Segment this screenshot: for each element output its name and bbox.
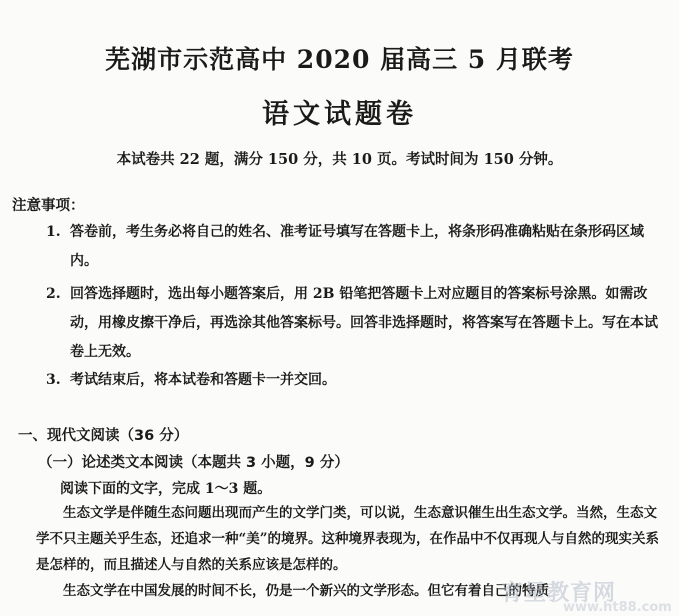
notice-item-number: 1.	[46, 224, 61, 240]
exam-title: 芜湖市示范高中 2020 届高三 5 月联考	[105, 45, 574, 74]
exam-info: 本试卷共 22 题，满分 150 分，共 10 页。考试时间为 150 分钟。	[116, 151, 563, 168]
exam-subtitle: 语文试题卷	[262, 99, 417, 130]
reading-paragraph-2: 生态文学在中国发展的时间不长，仍是一个新兴的文学形态。但它有着自己的特质	[63, 583, 549, 599]
section-heading: 一、现代文阅读（36 分）	[18, 428, 189, 444]
reading-paragraph-1: 生态文学是伴随生态问题出现而产生的文学门类，可以说，生态意识催生出生态文学。当然，生态文学不只主题关乎生态，还追求一种“美”的境界。这种境界表现为，在作品中不仅再现人与自然的现实关系是怎样的，而且描述人与自然的关系应该是怎样的。	[36, 505, 660, 573]
notice-item-text: 答卷前，考生务必将自己的姓名、准考证号填写在答题卡上，将条形码准确粘贴在条形码区域内。	[70, 224, 644, 269]
notice-item-number: 2.	[46, 286, 61, 302]
notice-item-text: 回答选择题时，选出每小题答案后，用 2B 铅笔把答题卡上对应题目的答案标号涂黑。如需改动，用橡皮擦干净后，再选涂其他答案标号。回答非选择题时，将答案写在答题卡上。写在本试卷上无效。	[70, 286, 658, 360]
reading-instruction: 阅读下面的文字，完成 1～3 题。	[60, 481, 272, 497]
notice-item-number: 3.	[46, 372, 61, 388]
notice-item-2	[46, 280, 666, 367]
notice-item-3	[46, 366, 666, 395]
watermark-text: 育星教育网	[501, 581, 617, 606]
subsection-heading: （一）论述类文本阅读（本题共 3 小题，9 分）	[38, 455, 349, 471]
watermark-url: www.ht88.com	[563, 600, 672, 615]
notice-item-text: 考试结束后，将本试卷和答题卡一并交回。	[70, 372, 336, 388]
notice-item-1	[46, 218, 666, 276]
notice-heading: 注意事项：	[12, 198, 85, 214]
